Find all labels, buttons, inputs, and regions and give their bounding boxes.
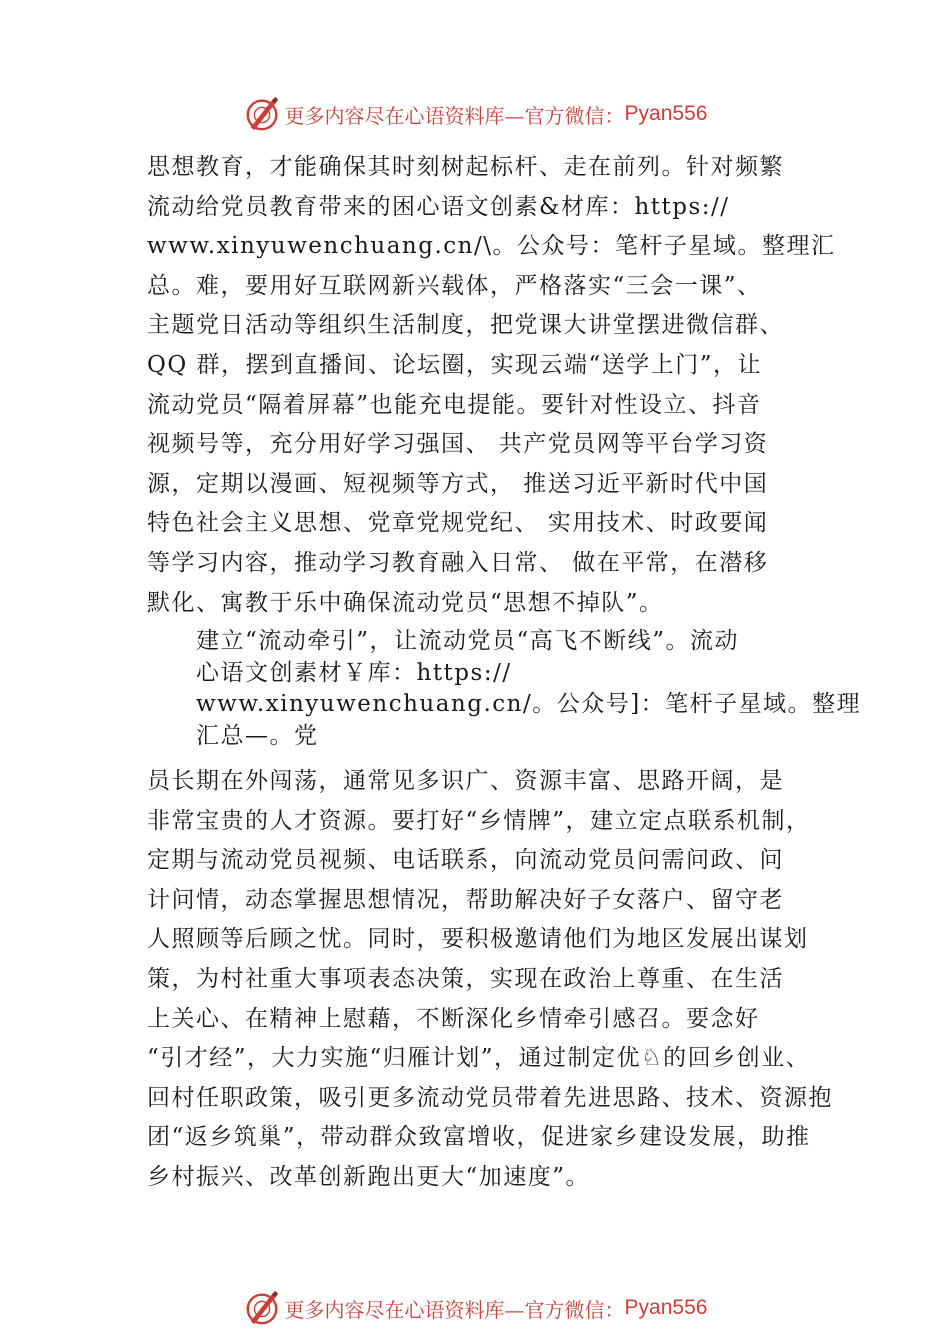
- text-line: 特色社会主义思想、党章党规党纪、 实用技术、时政要闻: [147, 510, 769, 537]
- footer-banner: [0, 1288, 950, 1328]
- text-line: 定期与流动党员视频、电话联系，向流动党员问需问政、问: [147, 847, 784, 874]
- text-line: 主题党日活动等组织生活制度，把党课大讲堂摆进微信群、: [147, 312, 784, 339]
- text-line: 计问情，动态掌握思想情况，帮助解决好子女落户、留守老: [147, 886, 784, 913]
- text-line: 流动党员“隔着屏幕”也能充电提能。要针对性设立、抖音: [147, 391, 762, 418]
- text-line: QQ 群，摆到直播间、论坛圈，实现云端“送学上门”，让: [147, 351, 763, 378]
- text-line: 人照顾等后顾之忧。同时，要积极邀请他们为地区发展出谋划: [147, 926, 809, 953]
- text-line: 思想教育，才能确保其时刻树起标杆、走在前列。针对频繁: [147, 154, 784, 180]
- text-line: 流动给党员教育带来的困心语文创素&材库：https://: [147, 193, 730, 220]
- pen-logo-icon: [243, 95, 281, 133]
- pen-logo-icon: [243, 1289, 281, 1327]
- wechat-id: Pyan556: [624, 102, 708, 125]
- text-line: 员长期在外闯荡，通常见多识广、资源丰富、思路开阔，是: [147, 768, 784, 794]
- text-line: 视频号等，充分用好学习强国、 共产党员网等平台学习资: [147, 431, 769, 458]
- text-line: 建立“流动牵引”，让流动党员“高飞不断线”。流动: [196, 628, 740, 654]
- text-line: 团“返乡筑巢”，带动群众致富增收，促进家乡建设发展，助推: [147, 1124, 811, 1151]
- text-line: “引才经”，大力实施“归雁计划”，通过制定优♘的回乡创业、: [147, 1045, 811, 1072]
- header-banner: [0, 94, 950, 134]
- text-line: 源，定期以漫画、短视频等方式， 推送习近平新时代中国: [147, 470, 769, 497]
- text-line: 等学习内容，推动学习教育融入日常、 做在平常，在潜移: [147, 549, 769, 576]
- text-line: 乡村振兴、改革创新跑出更大“加速度”。: [147, 1163, 591, 1190]
- text-line: www.xinyuwenchuang.cn/\。公众号：笔杆子星域。整理汇: [147, 233, 836, 260]
- text-line: 总。难，要用好互联网新兴载体，严格落实“三会一课”、: [147, 272, 762, 299]
- text-line: 非常宝贵的人才资源。要打好“乡情牌”，建立定点联系机制，: [147, 807, 811, 834]
- text-line: 回村任职政策，吸引更多流动党员带着先进思路、技术、资源抱: [147, 1084, 833, 1111]
- paragraph-2: [196, 626, 862, 752]
- text-line: 策，为村社重大事项表态决策，实现在政治上尊重、在生活: [147, 965, 784, 992]
- text-line: 心语文创素材￥库：https://: [196, 659, 512, 686]
- text-line: 汇总—。党: [196, 722, 319, 749]
- paragraph-1: [147, 148, 836, 623]
- text-line: 上关心、在精神上慰藉，不断深化乡情牵引感召。要念好: [147, 1005, 760, 1032]
- banner-text: 更多内容尽在心语资料库—官方微信：: [284, 1297, 625, 1322]
- paragraph-3: [147, 762, 833, 1198]
- wechat-id: Pyan556: [624, 1296, 708, 1319]
- text-line: www.xinyuwenchuang.cn/。公众号]：笔杆子星域。整理: [196, 691, 862, 717]
- banner-text: 更多内容尽在心语资料库—官方微信：: [284, 103, 625, 128]
- text-line: 默化、寓教于乐中确保流动党员“思想不掉队”。: [147, 589, 664, 616]
